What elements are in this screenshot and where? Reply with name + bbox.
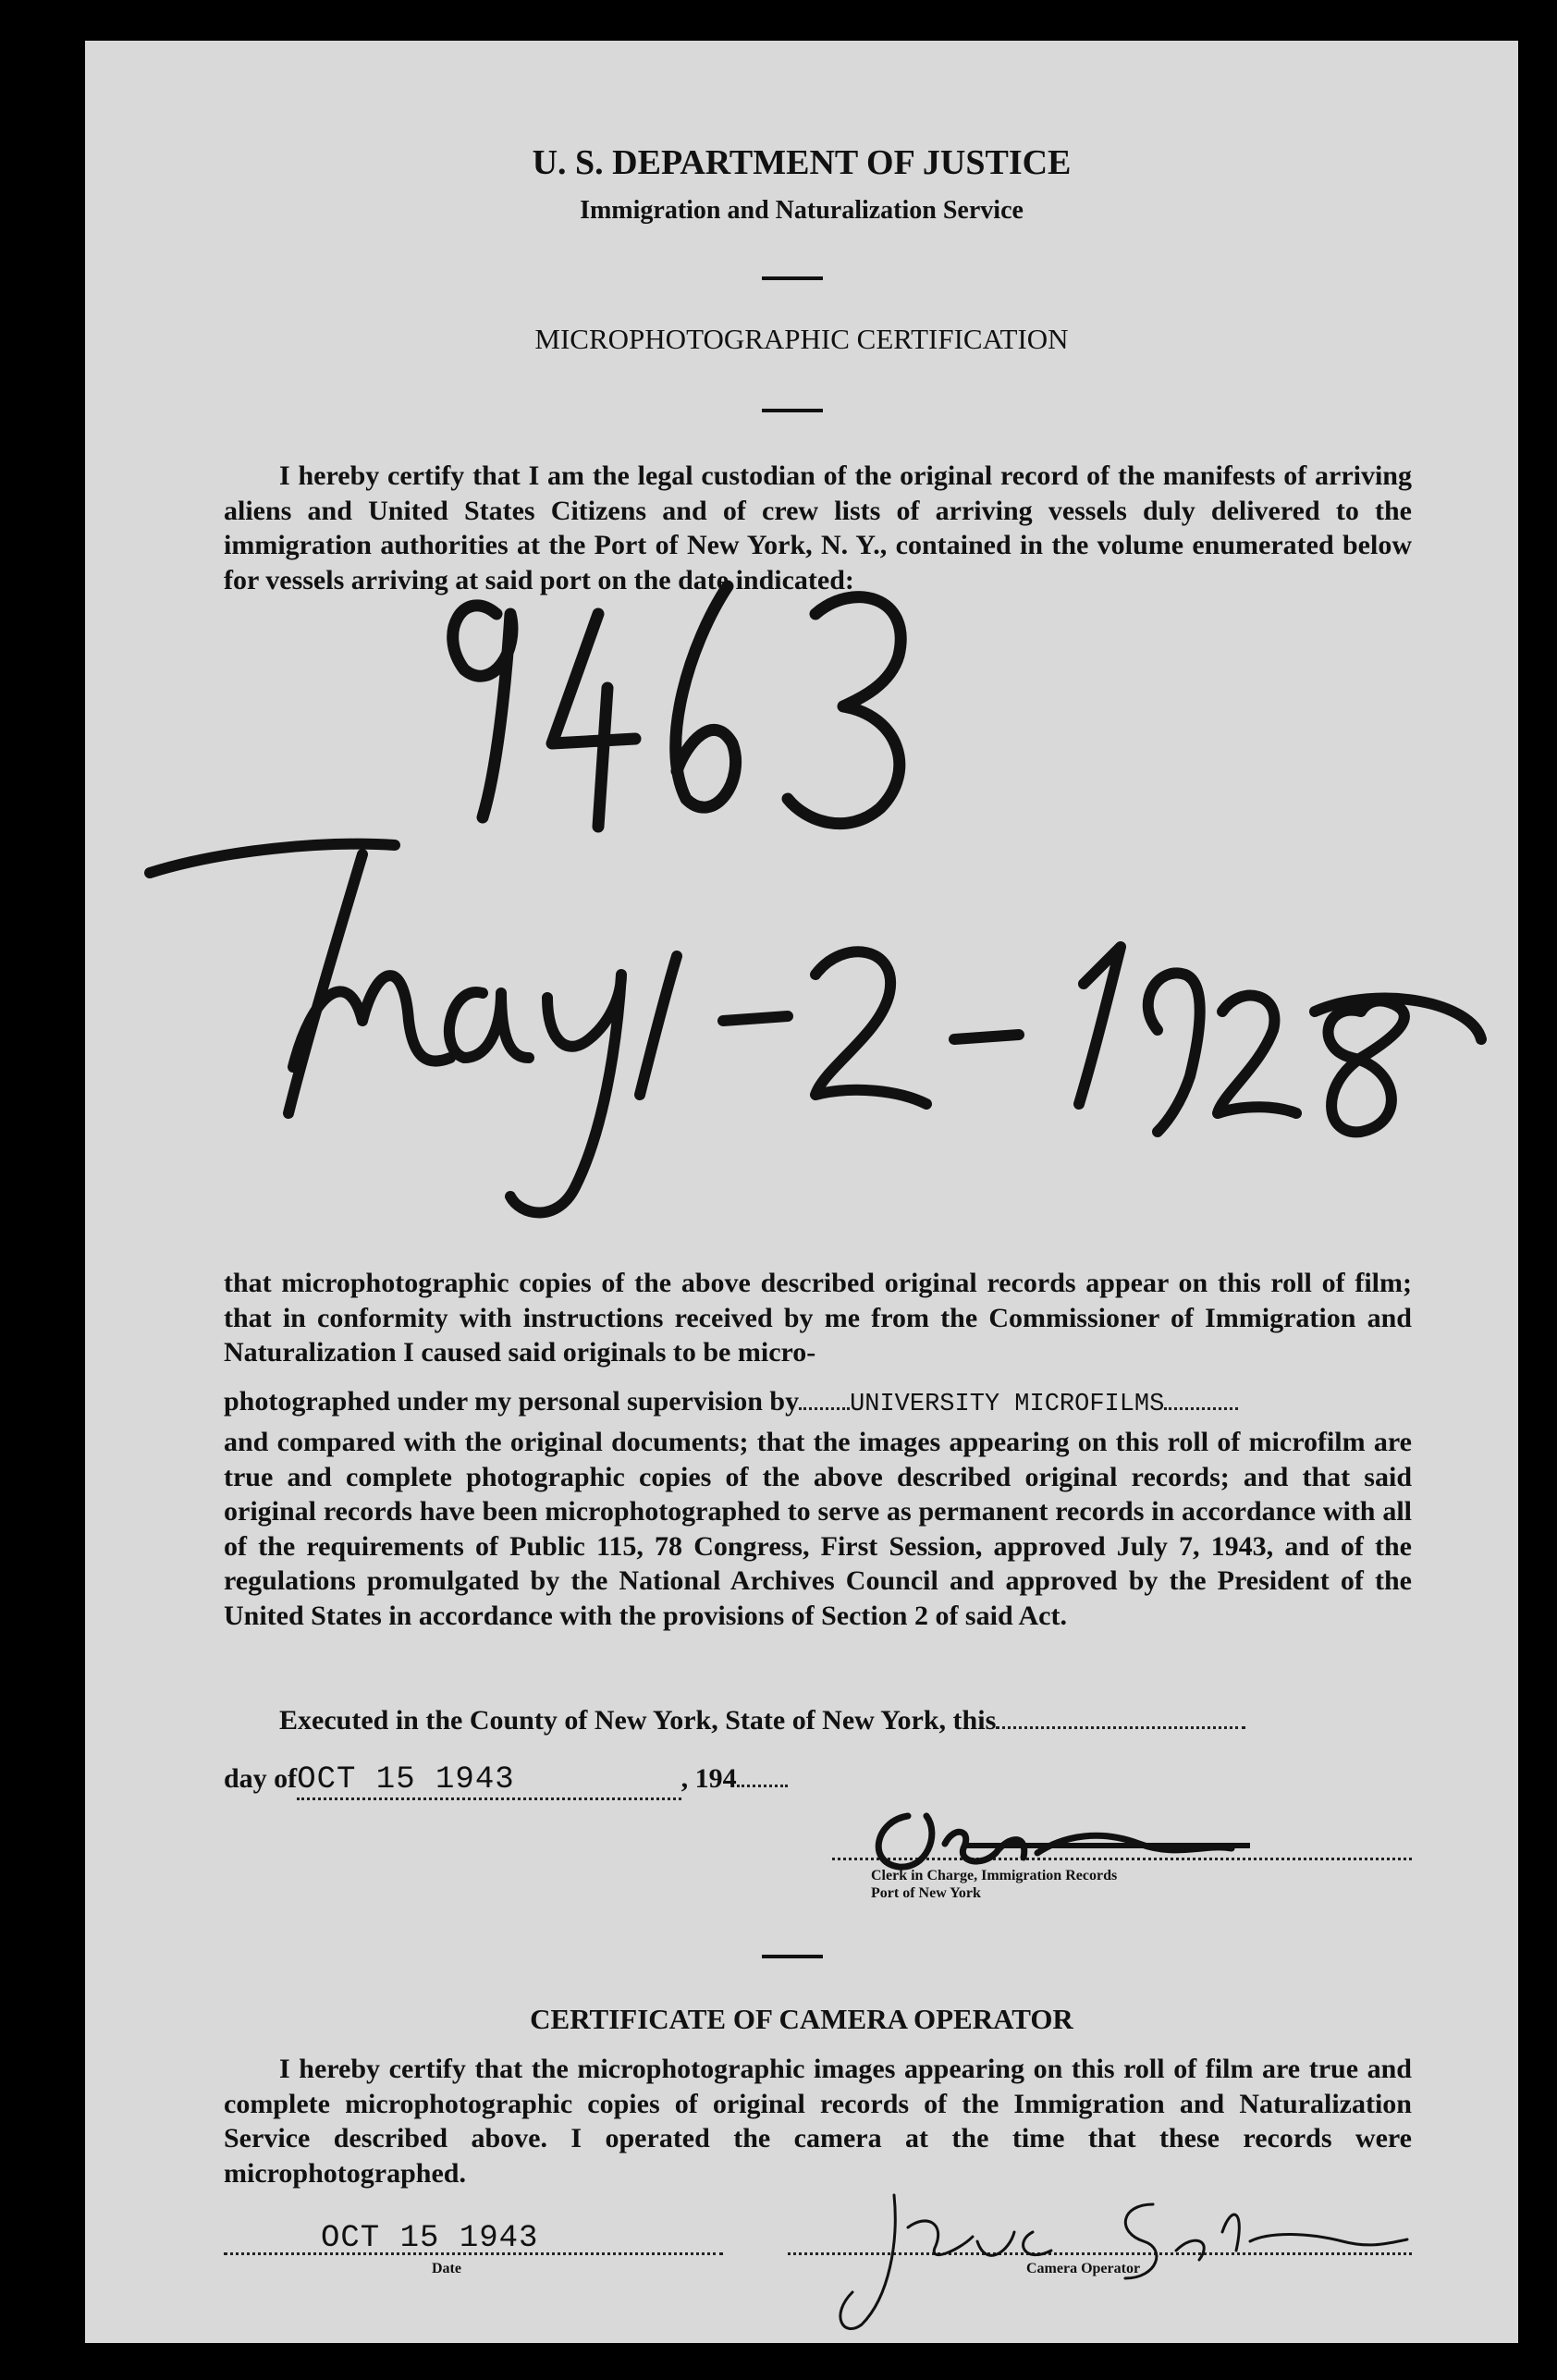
handwritten-entries <box>85 41 1518 2343</box>
intro-paragraph: I hereby certify that I am the legal custodian of the original record of the manifests of arriving aliens and United States Citizens and of crew lists of arriving vessels duly delivered to the immigration authorities at the Port of New York, N. Y., contained in the volume enumerated below for vessels arriving at said port on the date indicated: <box>224 460 1412 595</box>
service-subheading: Immigration and Naturalization Service <box>580 196 1024 225</box>
operator-date-label: Date <box>432 2261 461 2276</box>
certificate-sheet <box>85 41 1518 2343</box>
camera-operator-signature <box>788 2140 1416 2343</box>
operator-paragraph: I hereby certify that the microphotographic images appearing on this roll of film are true and complete microphotographic copies of original records of the Immigration and Naturalization Service described above. I operated the camera at the time that these records were microphotographed. <box>224 2054 1412 2189</box>
supervision-prefix: photographed under my personal supervision by <box>224 1386 800 1417</box>
camera-operator-label: Camera Operator <box>1026 2261 1141 2276</box>
supervision-line <box>224 1386 1412 1418</box>
clerk-title-line2: Port of New York <box>871 1885 981 1901</box>
clerk-signature <box>825 1779 1269 1881</box>
executed-text: Executed in the County of New York, State of New York, this <box>279 1705 997 1736</box>
year-prefix: , 194 <box>680 1763 737 1794</box>
operator-divider <box>762 1955 823 1958</box>
day-of-date-stamp: OCT 15 1943 <box>297 1762 680 1800</box>
operator-heading: CERTIFICATE OF CAMERA OPERATOR <box>530 2003 1073 2035</box>
executed-line <box>279 1705 1412 1736</box>
body-paragraph-start: that microphotographic copies of the above described original records appear on this roll of film; that in conformity with instructions received by me from the Commissioner of Immigration and Naturalization I caused said originals to be micro- <box>224 1268 1412 1368</box>
title-divider <box>762 409 823 412</box>
operator-date-stamp: OCT 15 1943 <box>321 2221 539 2256</box>
microfilm-company-stamp: UNIVERSITY MICROFILMS <box>850 1391 1165 1418</box>
header-divider <box>762 276 823 280</box>
clerk-title-line1: Clerk in Charge, Immigration Records <box>871 1868 1118 1883</box>
handwritten-volume-number <box>453 586 901 827</box>
department-heading: U. S. DEPARTMENT OF JUSTICE <box>532 143 1072 182</box>
certification-title: MICROPHOTOGRAPHIC CERTIFICATION <box>534 323 1069 355</box>
handwritten-date <box>150 844 1481 1213</box>
body-paragraph-end: and compared with the original documents; that the images appearing on this roll of microfilm are true and complete photographic copies of the above described original records; and that said original records have been microphotographed to serve as permanent records in accordance with all of the requirements of Public 115, 78 Congress, First Session, approved July 7, 1943, and of the regulations promulgated by the National Archives Council and approved by the President of the United States in accordance with the provisions of Section 2 of said Act. <box>224 1427 1412 1631</box>
day-of-label: day of <box>224 1763 298 1794</box>
